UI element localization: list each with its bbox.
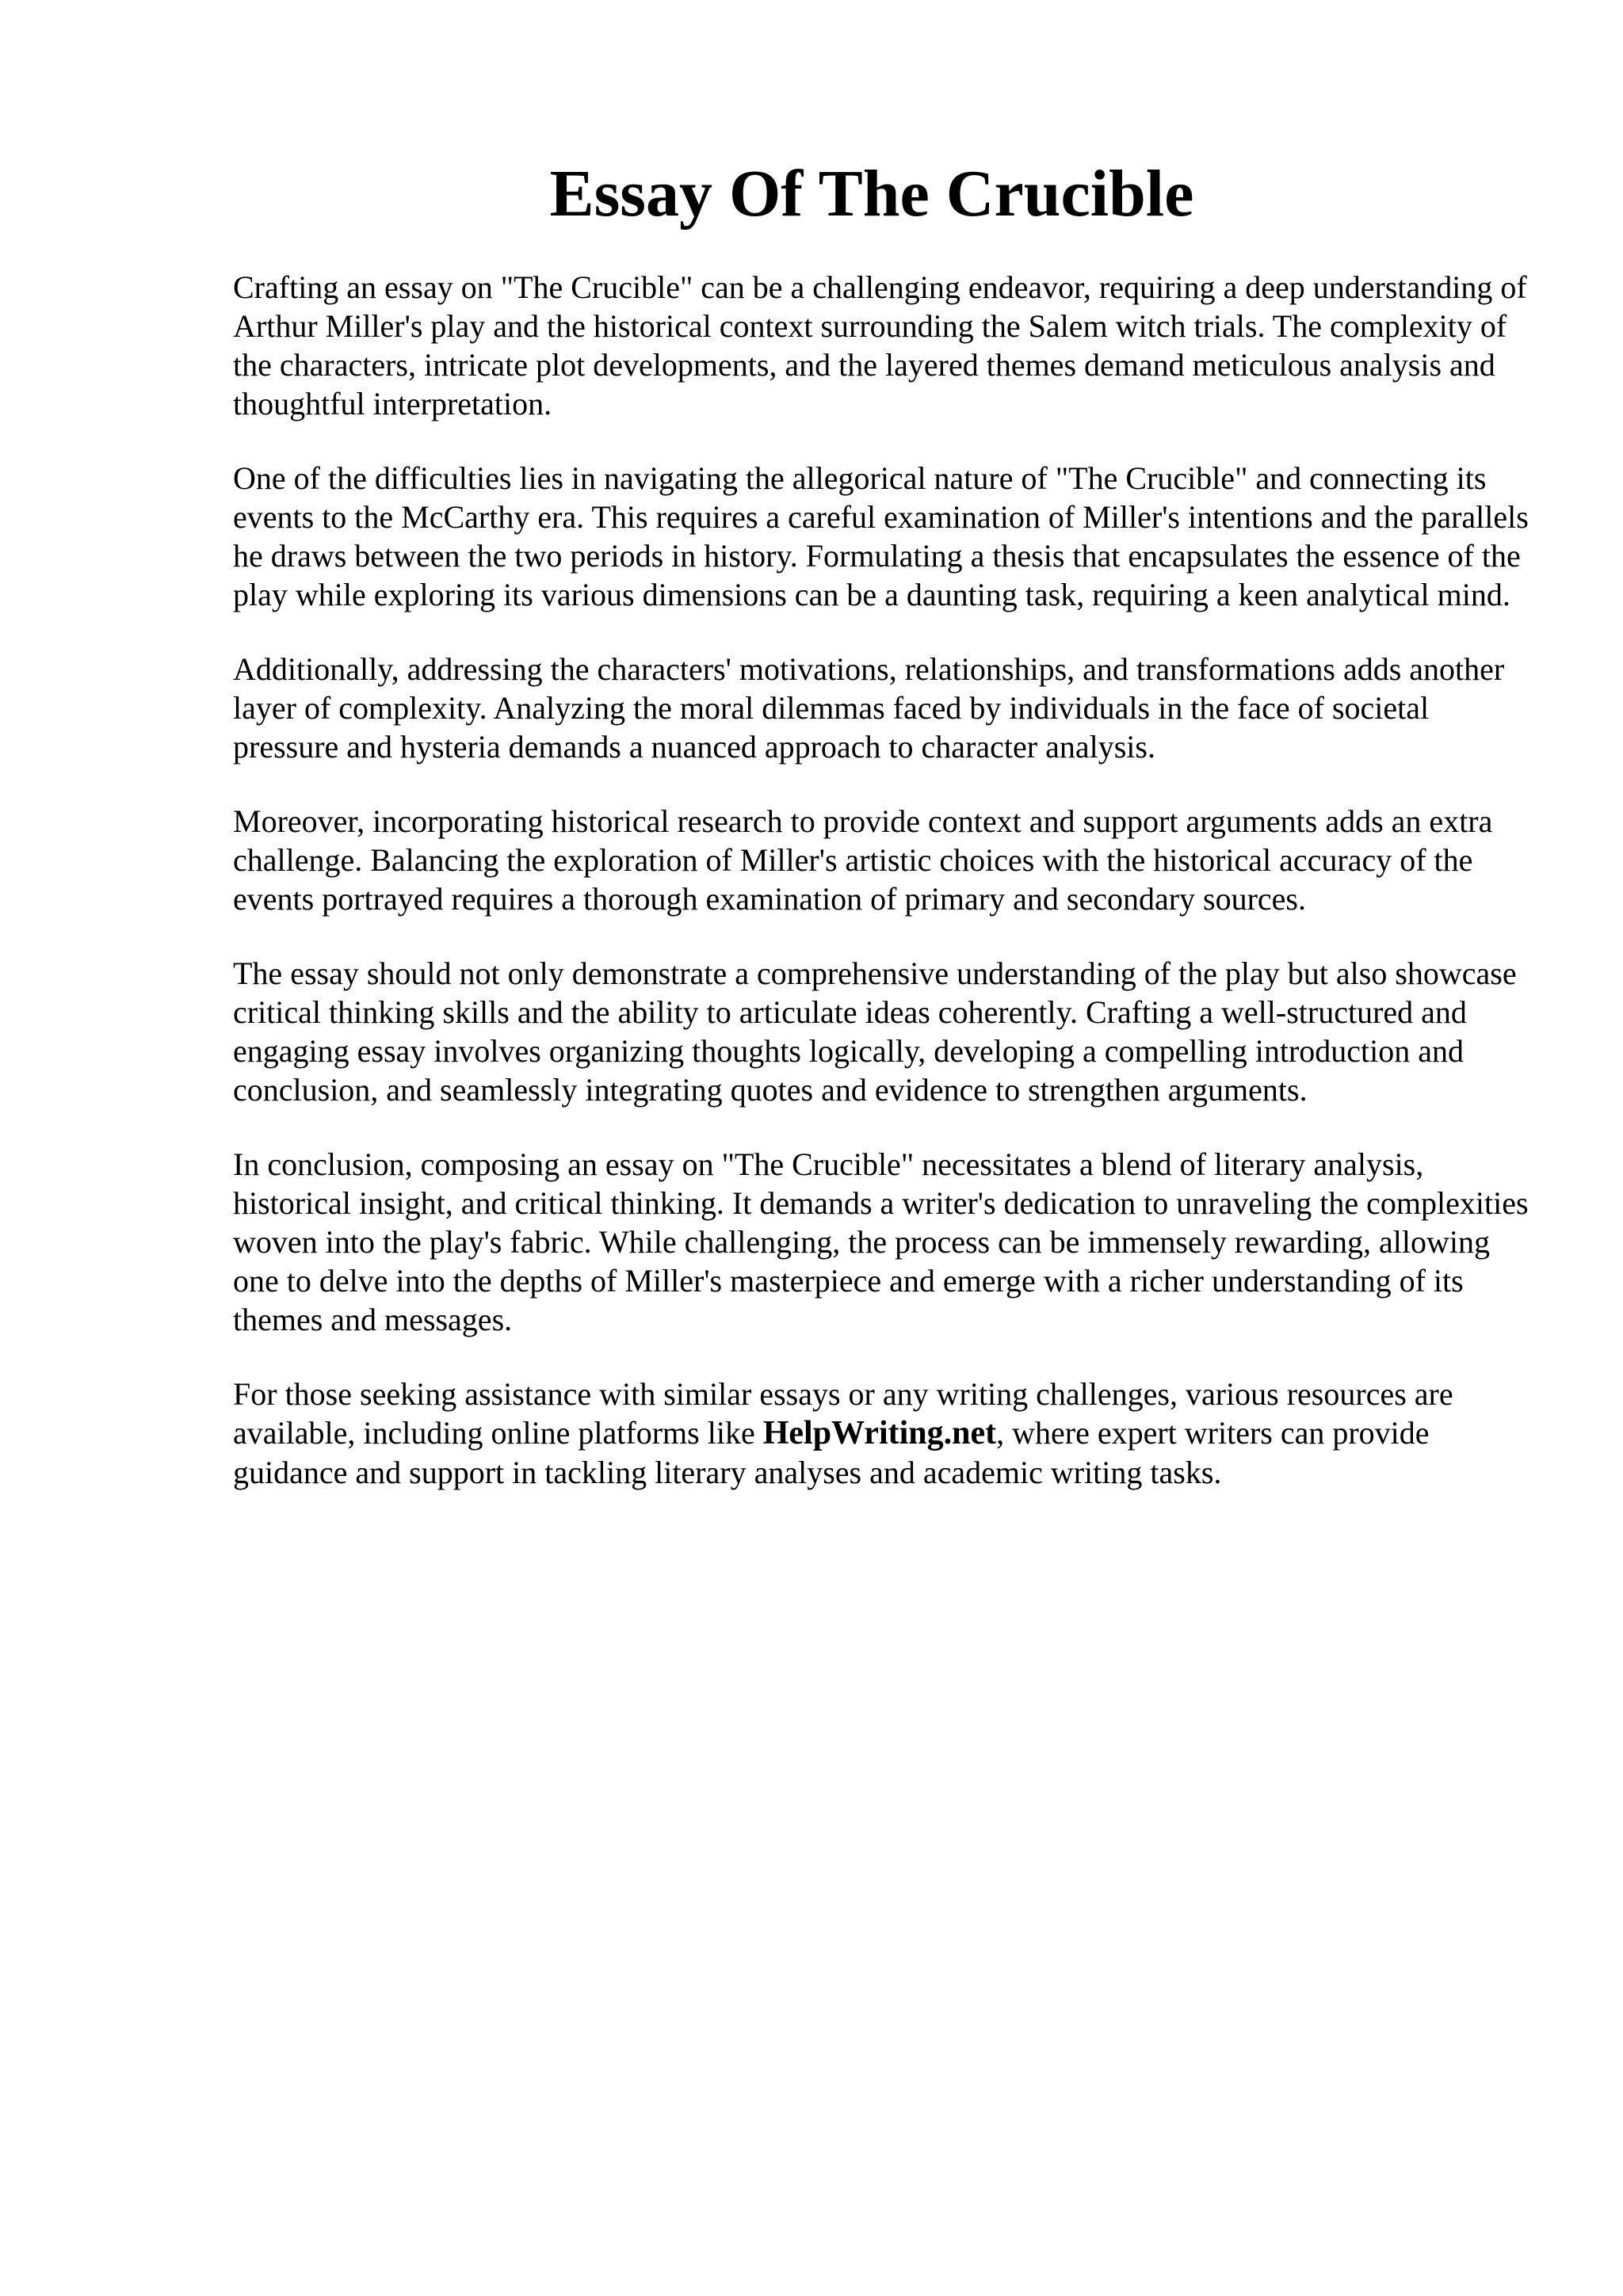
paragraph-allegory: One of the difficulties lies in navigating the allegorical nature of "The Crucible" and connecting its events to the McCarthy era. This requires a careful examination of Miller's intentions and the parallels he draws between the two periods in history. Formulating a thesis that encapsulates the essence of the play while exploring its various dimensions can be a daunting task, requiring a keen analytical mind. <box>233 460 1529 612</box>
brand-name: HelpWriting.net <box>762 1415 997 1451</box>
paragraph-intro: Crafting an essay on "The Crucible" can be a challenging endeavor, requiring a deep understanding of Arthur Miller's play and the historical context surrounding the Salem witch trials. The complexity of the characters, intricate plot developments, and the layered themes demand meticulous analysis and thoughtful interpretation. <box>233 269 1527 421</box>
paragraph-historical-research: Moreover, incorporating historical research to provide context and support arguments adds an extra challenge. Balancing the exploration of Miller's artistic choices with the historical accuracy of the events portrayed requires a thorough examination of primary and secondary sources. <box>233 803 1493 917</box>
assistance-text-before: For those seeking assistance with similar essays or any writing challenges, various resources are available, including online platforms like <box>233 1376 1453 1451</box>
paragraph-essay-skills: The essay should not only demonstrate a comprehensive understanding of the play but also showcase critical thinking skills and the ability to articulate ideas coherently. Crafting a well-structured and engaging essay involves organizing thoughts logically, developing a compelling introduction and conclusion, and seamlessly integrating quotes and evidence to strengthen arguments. <box>233 955 1517 1108</box>
document-body <box>233 268 1533 1527</box>
paragraph-conclusion: In conclusion, composing an essay on "The Crucible" necessitates a blend of literary analysis, historical insight, and critical thinking. It demands a writer's dedication to unraveling the complexities woven into the play's fabric. While challenging, the process can be immensely rewarding, allowing one to delve into the depths of Miller's masterpiece and emerge with a richer understanding of its themes and messages. <box>233 1146 1529 1337</box>
assistance-text-after: , where expert writers can provide guidance and support in tackling literary analyses and academic writing tasks. <box>233 1415 1430 1490</box>
paragraph-assistance <box>233 1375 1533 1492</box>
paragraph-characters: Additionally, addressing the characters' motivations, relationships, and transformations adds another layer of complexity. Analyzing the moral dilemmas faced by individuals in the face of societal pressure and hysteria demands a nuanced approach to character analysis. <box>233 651 1505 765</box>
document-title: Essay Of The Crucible <box>549 157 1194 231</box>
